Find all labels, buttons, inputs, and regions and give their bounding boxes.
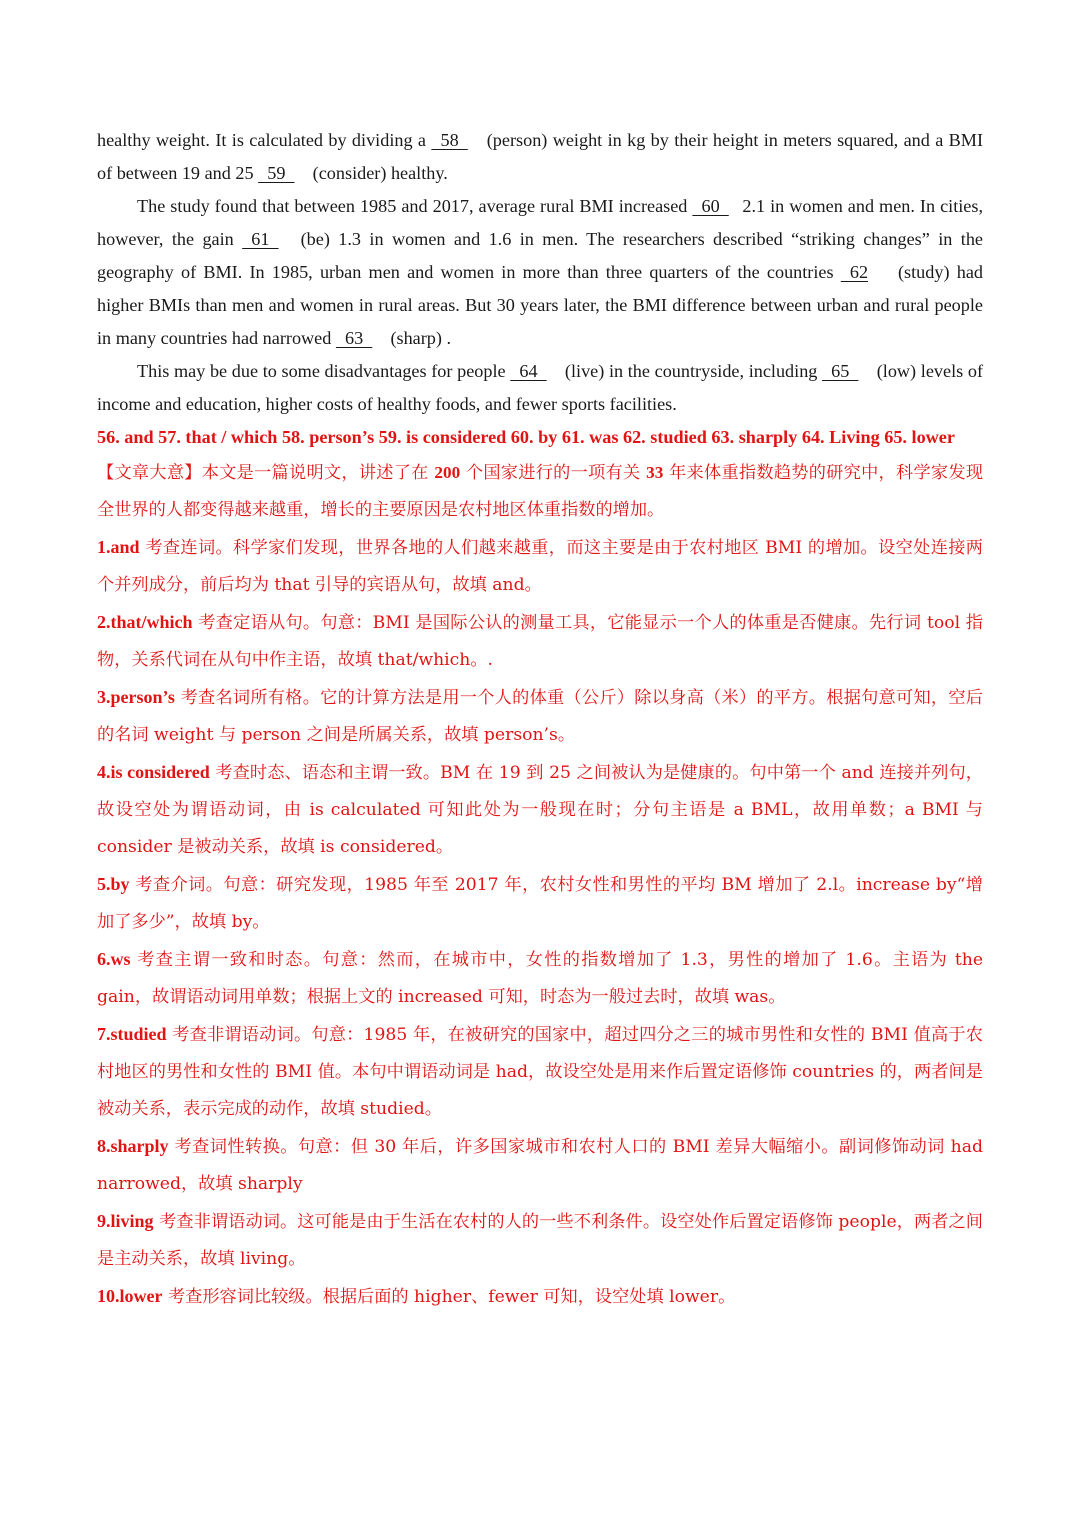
explanation-answer: 10.lower — [97, 1286, 163, 1306]
explanation-item — [97, 754, 983, 866]
summary-text: 年来体重指数趋势的研究中，科学家发现全世界的人都变得越来越重，增长的主要原因是农村地区体重指数的增加。 — [97, 463, 984, 520]
explanation-answer: 6.ws — [97, 949, 131, 969]
explanation-text: 考查介词。句意：研究发现，1985 年至 2017 年，农村女性和男性的平均 BM 增加了 2.l。increase by“增加了多少”，故填 by。 — [97, 875, 983, 932]
explanation-answer: 4.is considered — [97, 762, 210, 782]
passage-text: The study found that between 1985 and 2017, average rural BMI increased — [137, 196, 693, 216]
explanation-answer: 7.studied — [97, 1024, 167, 1044]
passage-paragraph-2 — [97, 190, 983, 355]
explanation-item — [97, 1016, 983, 1128]
explanation-text: 考查非谓语动词。句意：1985 年，在被研究的国家中，超过四分之三的城市男性和女性的 BMI 值高于农村地区的男性和女性的 BMI 值。本句中谓语动词是 had，故设空处是用来作后置定语修饰 countries 的，两者间是被动关系，表示完成的动作，故填 studied。 — [97, 1025, 983, 1119]
explanation-item — [97, 866, 983, 941]
blank-63: 63 — [335, 328, 373, 348]
blank-60: 60 — [692, 196, 729, 216]
summary-number: 33 — [646, 463, 664, 482]
explanation-text: 考查词性转换。句意：但 30 年后，许多国家城市和农村人口的 BMI 差异大幅缩小。副词修饰动词 had narrowed，故填 sharply — [97, 1137, 983, 1194]
passage-text: 2.1 in women and men. In cities, however, the gain — [97, 196, 983, 249]
explanation-item — [97, 1128, 983, 1203]
explanation-text: 考查时态、语态和主谓一致。BM 在 19 到 25 之间被认为是健康的。句中第一个 and 连接并列句，故设空处为谓语动词，由 is calculated 可知此处为一般现在时；分句主语是 a BML，故用单数；a BMI 与 consider 是被动关系，故填 is considered。 — [97, 763, 983, 857]
explanation-item — [97, 1278, 983, 1316]
article-summary — [97, 454, 983, 529]
blank-58: 58 — [431, 130, 468, 150]
explanation-text: 考查名词所有格。它的计算方法是用一个人的体重（公斤）除以身高（米）的平方。根据句意可知，空后的名词 weight 与 person 之间是所属关系，故填 person’s。 — [97, 688, 983, 745]
passage-text: (sharp) . — [385, 328, 452, 348]
passage-text: (consider) healthy. — [308, 163, 448, 183]
blank-64: 64 — [510, 361, 547, 381]
explanation-answer: 3.person’s — [97, 687, 175, 707]
passage-text: This may be due to some disadvantages for people — [137, 361, 511, 381]
document-page — [97, 124, 983, 1316]
explanation-answer: 5.by — [97, 874, 130, 894]
explanation-item — [97, 604, 983, 679]
blank-65: 65 — [822, 361, 859, 381]
explanation-text: 考查定语从句。句意：BMI 是国际公认的测量工具，它能显示一个人的体重是否健康。先行词 tool 指物，关系代词在从句中作主语，故填 that/which。. — [97, 613, 983, 670]
explanation-item — [97, 941, 983, 1016]
summary-text: 【文章大意】本文是一篇说明文，讲述了在 — [97, 463, 435, 483]
explanation-answer: 9.living — [97, 1211, 154, 1231]
explanation-item — [97, 679, 983, 754]
explanation-list — [97, 529, 983, 1316]
summary-text: 个国家进行的一项有关 — [460, 463, 647, 483]
blank-61: 61 — [242, 229, 279, 249]
summary-number: 200 — [434, 463, 461, 482]
passage-text: (live) in the countryside, including — [560, 361, 823, 381]
passage-text: (low) levels of income and education, higher costs of healthy foods, and fewer sports facilities. — [97, 361, 984, 414]
passage-paragraph-1 — [97, 124, 983, 190]
answer-key: 56. and 57. that / which 58. person’s 59. is considered 60. by 61. was 62. studied 63. sharply 64. Living 65. lower — [97, 427, 955, 447]
explanation-answer: 8.sharply — [97, 1136, 169, 1156]
passage-text: (person) weight in kg by their height in meters squared, and a BMI of between 19 and 25 — [97, 130, 984, 183]
passage-text: (study) had higher BMIs than men and women in rural areas. But 30 years later, the BMI difference between urban and rural people in many countries had narrowed — [97, 262, 983, 348]
explanation-item — [97, 1203, 983, 1278]
passage-text: (be) 1.3 in women and 1.6 in men. The researchers described “striking changes” in the geography of BMI. In 1985, urban men and women in more than three quarters of the countries — [97, 229, 984, 282]
passage-text: healthy weight. It is calculated by dividing a — [97, 130, 432, 150]
explanation-text: 考查形容词比较级。根据后面的 higher、fewer 可知，设空处填 lower。 — [162, 1287, 736, 1307]
blank-59: 59 — [258, 163, 295, 183]
explanation-item — [97, 529, 983, 604]
explanation-text: 考查非谓语动词。这可能是由于生活在农村的人的一些不利条件。设空处作后置定语修饰 people，两者之间是主动关系，故填 living。 — [97, 1212, 983, 1269]
explanation-text: 考查连词。科学家们发现，世界各地的人们越来越重，而这主要是由于农村地区 BMI 的增加。设空处连接两个并列成分，前后均为 that 引导的宾语从句，故填 and。 — [97, 538, 983, 595]
reading-passage — [97, 124, 983, 421]
passage-paragraph-3 — [97, 355, 983, 421]
explanation-answer: 2.that/which — [97, 612, 193, 632]
explanation-text: 考查主谓一致和时态。句意：然而，在城市中，女性的指数增加了 1.3，男性的增加了 1.6。主语为 the gain，故谓语动词用单数；根据上文的 increased 可知，时态为一般过去时，故填 was。 — [97, 950, 983, 1007]
explanation-answer: 1.and — [97, 537, 140, 557]
blank-62: 62 — [840, 262, 869, 282]
